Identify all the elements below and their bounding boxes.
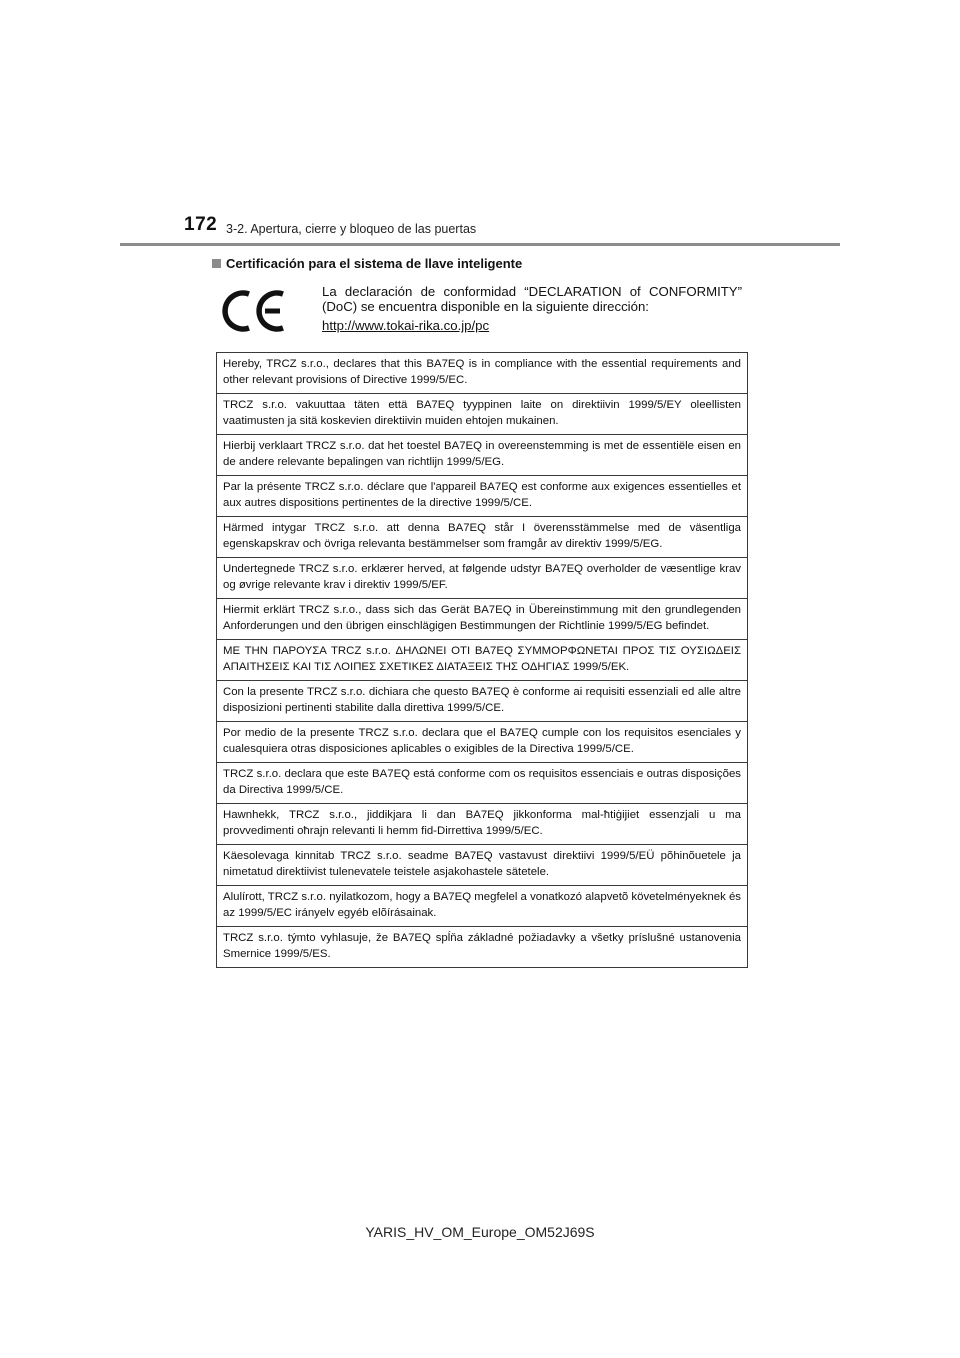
declaration-text: Con la presente TRCZ s.r.o. dichiara che questo BA7EQ è conforme ai requisiti essenziali ed alle altre disposizioni pertinenti stabilite dalla direttiva 1999/5/CE.	[217, 681, 748, 722]
declaration-text: Hierbij verklaart TRCZ s.r.o. dat het toestel BA7EQ in overeenstemming is met de essentiële eisen en de andere relevante bepalingen van richtlijn 1999/5/EG.	[217, 435, 748, 476]
declaration-row	[217, 681, 748, 722]
declaration-row	[217, 927, 748, 968]
declaration-text: Alulírott, TRCZ s.r.o. nyilatkozom, hogy a BA7EQ megfelel a vonatkozó alapvetõ követelményeknek és az 1999/5/EC irányelv egyéb elõírásainak.	[217, 886, 748, 927]
declaration-text: Käesolevaga kinnitab TRCZ s.r.o. seadme BA7EQ vastavust direktiivi 1999/5/EÜ põhinõuetele ja nimetatud direktiivist tulenevatele teistele asjakohastele sätetele.	[217, 845, 748, 886]
section-title	[212, 256, 522, 271]
conformity-statement: La declaración de conformidad “DECLARATION of CONFORMITY” (DoC) se encuentra disponible en la siguiente dirección:	[322, 284, 742, 314]
ce-mark-icon	[222, 286, 288, 336]
declaration-row	[217, 845, 748, 886]
declaration-row	[217, 886, 748, 927]
declaration-text: Por medio de la presente TRCZ s.r.o. declara que el BA7EQ cumple con los requisitos esenciales y cualesquiera otras disposiciones aplicables o exigibles de la Directiva 1999/5/CE.	[217, 722, 748, 763]
declaration-row	[217, 517, 748, 558]
doc-link[interactable]: http://www.tokai-rika.co.jp/pc	[322, 318, 490, 333]
declaration-text: Hereby, TRCZ s.r.o., declares that this BA7EQ is in compliance with the essential requirements and other relevant provisions of Directive 1999/5/EC.	[217, 353, 748, 394]
declaration-row	[217, 435, 748, 476]
declaration-row	[217, 640, 748, 681]
declaration-row	[217, 394, 748, 435]
declaration-row	[217, 804, 748, 845]
declaration-text: ΜΕ ΤΗΝ ΠΑΡΟΥΣΑ TRCZ s.r.o. ΔΗΛΩΝΕΙ ΟΤΙ BA7EQ ΣΥΜΜΟΡΦΩΝΕΤΑΙ ΠΡΟΣ ΤΙΣ ΟΥΣΙΩΔΕΙΣ ΑΠΑΙΤΗΣΕΙΣ ΚΑΙ ΤΙΣ ΛΟΙΠΕΣ ΣΧΕΤΙΚΕΣ ΔΙΑΤΑΞΕΙΣ ΤΗΣ ΟΔΗΓΙΑΣ 1999/5/ΕΚ.	[217, 640, 748, 681]
declaration-row	[217, 353, 748, 394]
declaration-text: Härmed intygar TRCZ s.r.o. att denna BA7EQ står I överensstämmelse med de väsentliga egenskapskrav och övriga relevanta bestämmelser som framgår av direktiv 1999/5/EG.	[217, 517, 748, 558]
header-divider	[120, 243, 840, 246]
declaration-row	[217, 722, 748, 763]
page-number: 172	[184, 214, 218, 235]
declaration-row	[217, 763, 748, 804]
declaration-text: TRCZ s.r.o. týmto vyhlasuje, že BA7EQ spĺňa základné požiadavky a všetky príslušné ustanovenia Smernice 1999/5/ES.	[217, 927, 748, 968]
declaration-table	[216, 352, 748, 968]
declaration-text: TRCZ s.r.o. declara que este BA7EQ está conforme com os requisitos essenciais e outras disposições da Directiva 1999/5/CE.	[217, 763, 748, 804]
declaration-row	[217, 599, 748, 640]
document-footer: YARIS_HV_OM_Europe_OM52J69S	[365, 1224, 595, 1240]
declaration-text: Hawnhekk, TRCZ s.r.o., jiddikjara li dan BA7EQ jikkonforma mal-ħtiġijiet essenzjali u ma provvedimenti oħrajn relevanti li hemm fid-Dirrettiva 1999/5/EC.	[217, 804, 748, 845]
declaration-text: Undertegnede TRCZ s.r.o. erklærer herved, at følgende udstyr BA7EQ overholder de væsentlige krav og øvrige relevante krav i direktiv 1999/5/EF.	[217, 558, 748, 599]
declaration-text: Par la présente TRCZ s.r.o. déclare que l'appareil BA7EQ est conforme aux exigences essentielles et aux autres dispositions pertinentes de la directive 1999/5/CE.	[217, 476, 748, 517]
section-title-text: Certificación para el sistema de llave inteligente	[226, 256, 523, 271]
declaration-row	[217, 558, 748, 599]
declaration-row	[217, 476, 748, 517]
declaration-text: TRCZ s.r.o. vakuuttaa täten että BA7EQ tyyppinen laite on direktiivin 1999/5/EY oleellisten vaatimusten ja sitä koskevien direktiivin muiden ehtojen mukainen.	[217, 394, 748, 435]
declaration-text: Hiermit erklärt TRCZ s.r.o., dass sich das Gerät BA7EQ in Übereinstimmung mit den grundlegenden Anforderungen und den übrigen einschlägigen Bestimmungen der Richtlinie 1999/5/EG befindet.	[217, 599, 748, 640]
square-bullet-icon	[212, 259, 221, 268]
section-header: 3-2. Apertura, cierre y bloqueo de las puertas	[226, 222, 477, 236]
